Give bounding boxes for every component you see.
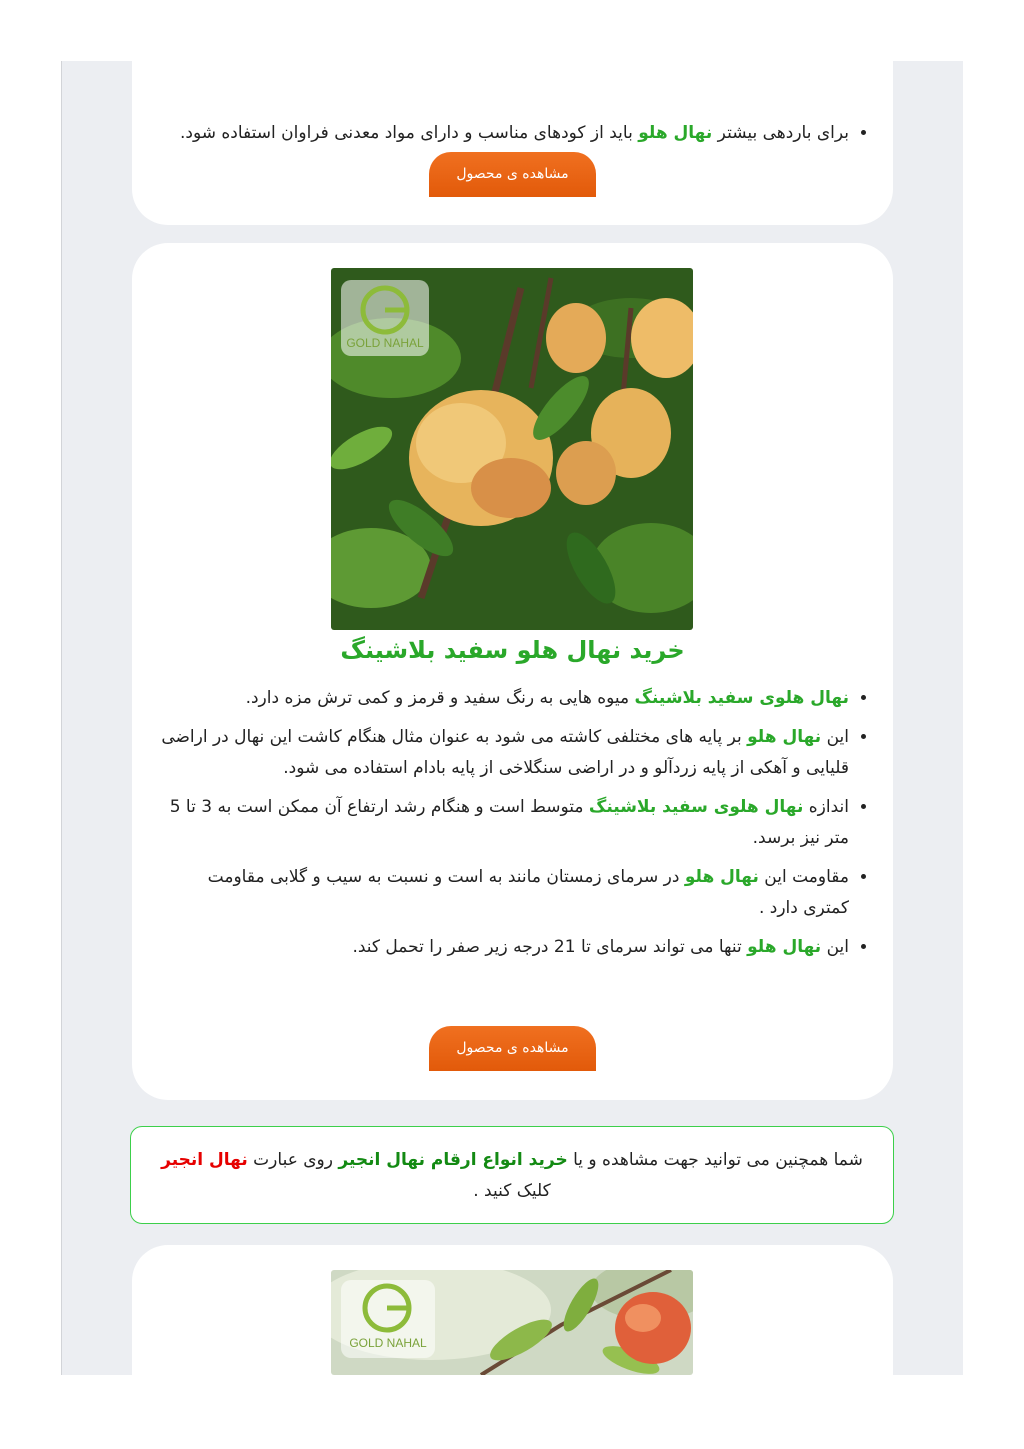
product-title[interactable]: خرید نهال هلو سفید بلاشینگ: [340, 636, 685, 664]
fig-sapling-notice: [130, 1126, 894, 1224]
product-card-next: [132, 1245, 893, 1375]
list-item: • برای باردهی بیشتر نهال هلو باید از کودهای مناسب و دارای مواد معدنی فراوان استفاده شود.: [158, 118, 849, 149]
fig-sapling-link[interactable]: نهال انجیر: [161, 1150, 248, 1170]
keyword-link[interactable]: نهال هلو: [747, 727, 822, 747]
view-product-button[interactable]: مشاهده ی محصول: [429, 152, 596, 197]
notice-text: روی عبارت: [247, 1150, 339, 1170]
product-card-blushing-peach: [132, 243, 893, 1100]
keyword-link[interactable]: نهال هلوی سفید بلاشینگ: [634, 688, 849, 708]
product-image[interactable]: [331, 1270, 693, 1375]
list-item: • نهال هلوی سفید بلاشینگ میوه هایی به رنگ سفید و قرمز و کمی ترش مزه دارد.: [158, 683, 849, 714]
list-item: • این نهال هلو تنها می تواند سرمای تا 21 درجه زیر صفر را تحمل کند.: [158, 932, 849, 963]
keyword-link[interactable]: نهال هلو: [684, 867, 759, 887]
view-product-button[interactable]: مشاهده ی محصول: [429, 1026, 596, 1071]
feature-list: [132, 683, 893, 971]
keyword-link[interactable]: نهال هلو: [747, 937, 822, 957]
keyword-link[interactable]: نهال هلو: [638, 123, 713, 143]
logo-watermark-text: GOLD NAHAL: [349, 1336, 427, 1350]
product-card-previous: [132, 61, 893, 225]
logo-watermark-text: GOLD NAHAL: [346, 336, 424, 350]
fig-varieties-link[interactable]: خرید انواع ارقام نهال انجیر: [338, 1150, 568, 1170]
keyword-link[interactable]: نهال هلوی سفید بلاشینگ: [588, 797, 804, 817]
product-image[interactable]: [331, 268, 693, 630]
notice-text: شما همچنین می توانید جهت مشاهده و یا: [567, 1150, 863, 1170]
list-item: • اندازه نهال هلوی سفید بلاشینگ متوسط است و هنگام رشد ارتفاع آن ممکن است به 3 تا 5 متر نیز برسد.: [158, 792, 849, 854]
list-item: • این نهال هلو بر پایه های مختلفی کاشته می شود به عنوان مثال هنگام کاشت این نهال در اراضی قلیایی و آهکی از پایه زردآلو و در اراضی سنگلاخی از پایه بادام استفاده می شود.: [158, 722, 849, 784]
page-content: [61, 61, 963, 1375]
notice-text: کلیک کنید .: [473, 1181, 551, 1201]
list-item: • مقاومت این نهال هلو در سرمای زمستان مانند به است و نسبت به سیب و گلابی مقاومت کمتری دارد .: [158, 862, 849, 924]
